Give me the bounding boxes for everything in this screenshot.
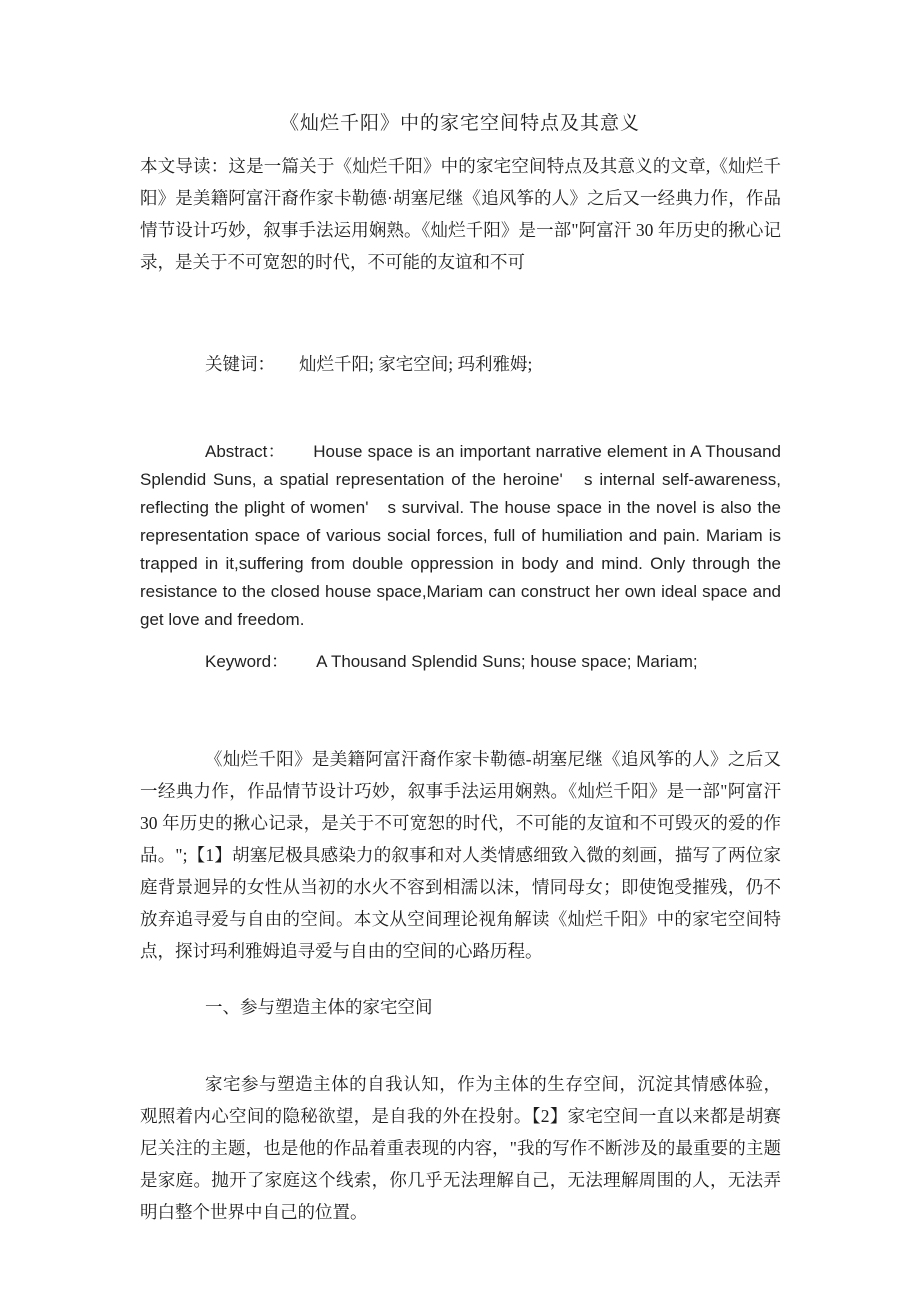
keywords-en-line (140, 648, 781, 676)
keywords-cn-label: 关键词： (205, 354, 275, 374)
document-title: 《灿烂千阳》中的家宅空间特点及其意义 (279, 113, 640, 134)
body-paragraph-1: 《灿烂千阳》是美籍阿富汗裔作家卡勒德-胡塞尼继《追风筝的人》之后又一经典力作，作品情节设计巧妙，叙事手法运用娴熟。《灿烂千阳》是一部"阿富汗 30 年历史的揪心记录，是关于不可宽恕的时代，不可能的友谊和不可毁灭的爱的作品。";【1】胡塞尼极具感染力的叙事和对人类情感细致入微的刻画，描写了两位家庭背景迥异的女性从当初的水火不容到相濡以沫，情同母女；即使饱受摧残，仍不放弃追寻爱与自由的空间。本文从空间理论视角解读《灿烂千阳》中的家宅空间特点，探讨玛利雅姆追寻爱与自由的空间的心路历程。 (140, 749, 781, 961)
abstract-label: Abstract： (205, 442, 286, 461)
section-heading-1: 一、参与塑造主体的家宅空间 (205, 997, 433, 1017)
keywords-cn-value: 灿烂千阳; 家宅空间; 玛利雅姆; (299, 354, 533, 374)
intro-paragraph: 本文导读：这是一篇关于《灿烂千阳》中的家宅空间特点及其意义的文章,《灿烂千阳》是美籍阿富汗裔作家卡勒德·胡塞尼继《追风筝的人》之后又一经典力作，作品情节设计巧妙，叙事手法运用娴熟。《灿烂千阳》是一部"阿富汗 30 年历史的揪心记录，是关于不可宽恕的时代，不可能的友谊和不可 (140, 156, 781, 272)
abstract-paragraph (140, 438, 781, 634)
keywords-en-value: A Thousand Splendid Suns; house space; Mariam; (316, 652, 698, 671)
abstract-text: House space is an important narrative element in A Thousand Splendid Suns, a spatial representation of the heroine' s internal self-awareness, reflecting the plight of women' s survival. The house space in the novel is also the representation space of various social forces, full of humiliation and pain. Mariam is trapped in it,suffering from double oppression in body and mind. Only through the resistance to the closed house space,Mariam can construct her own ideal space and get love and freedom. (140, 442, 781, 629)
keywords-cn-line (140, 348, 781, 380)
keywords-en-label: Keyword： (205, 652, 289, 671)
body-paragraph-2: 家宅参与塑造主体的自我认知，作为主体的生存空间，沉淀其情感体验，观照着内心空间的隐秘欲望，是自我的外在投射。【2】家宅空间一直以来都是胡赛尼关注的主题，也是他的作品着重表现的内容，"我的写作不断涉及的最重要的主题是家庭。抛开了家庭这个线索，你几乎无法理解自己，无法理解周围的人，无法弄明白整个世界中自己的位置。 (140, 1074, 781, 1222)
